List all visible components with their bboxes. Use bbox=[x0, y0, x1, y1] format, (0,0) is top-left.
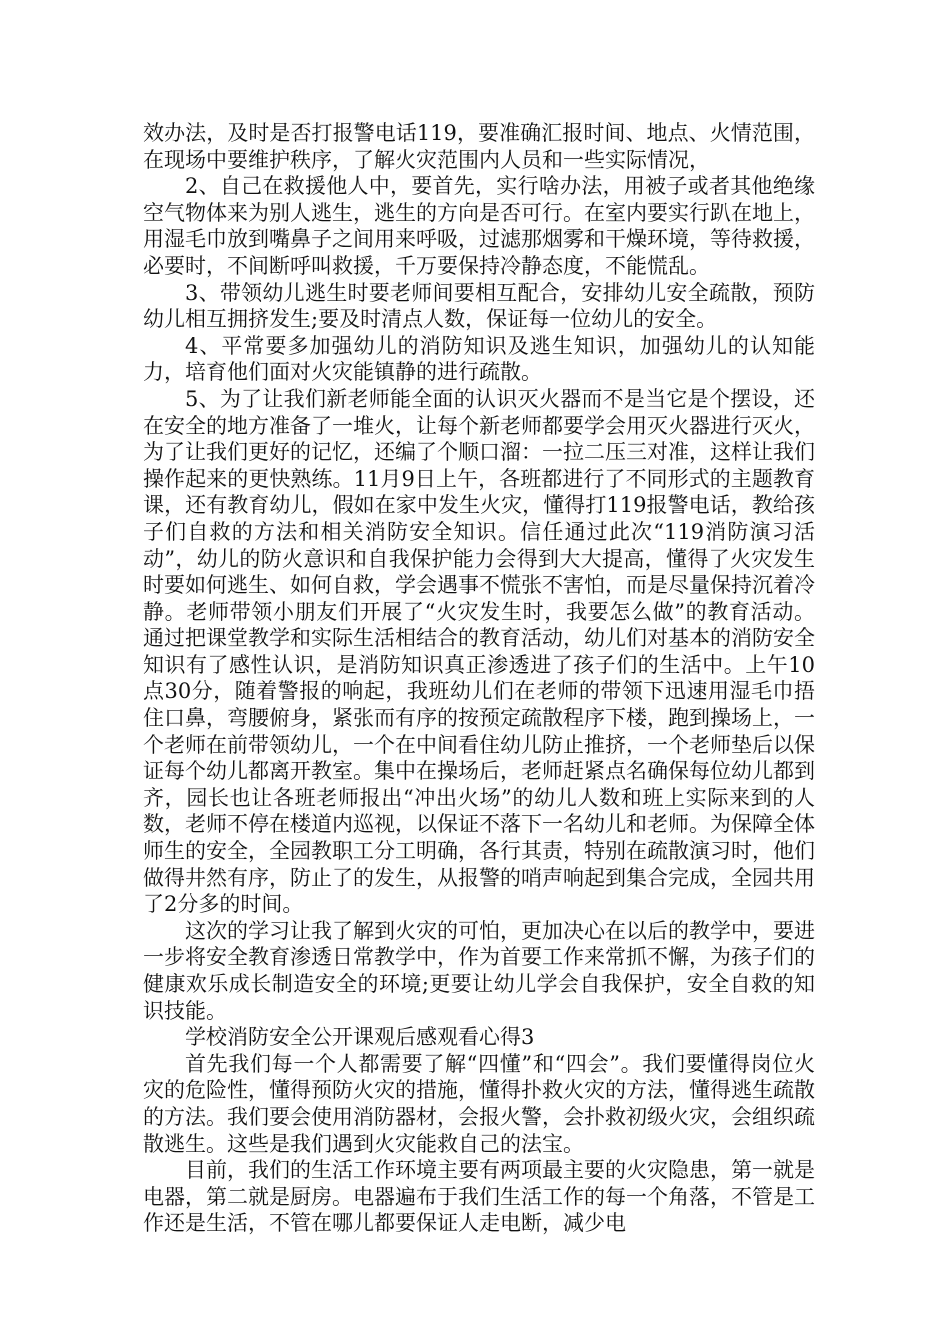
paragraph-2: 2、自己在救援他人中，要首先，实行啥办法，用被子或者其他绝缘空气物体来为别人逃生，逃生的方向是否可行。在室内要实行趴在地上，用湿毛巾放到嘴鼻子之间用来呼吸，过滤那烟雾和干燥环境，等待救援，必要时，不间断呼叫救援，千万要保持冷静态度，不能慌乱。 bbox=[143, 174, 815, 278]
document-page bbox=[143, 120, 815, 1237]
paragraph-6: 这次的学习让我了解到火灾的可怕，更加决心在以后的教学中，要进一步将安全教育渗透日常教学中，作为首要工作来常抓不懈，为孩子们的健康欢乐成长制造安全的环境;更要让幼儿学会自我保护，安全自救的知识技能。 bbox=[143, 918, 815, 1023]
paragraph-1: 效办法，及时是否打报警电话119，要准确汇报时间、地点、火情范围，在现场中要维护秩序，了解火灾范围内人员和一些实际情况， bbox=[143, 121, 815, 172]
paragraph-4: 4、平常要多加强幼儿的消防知识及逃生知识，加强幼儿的认知能力，培育他们面对火灾能镇静的进行疏散。 bbox=[143, 333, 815, 385]
paragraph-8: 目前，我们的生活工作环境主要有两项最主要的火灾隐患，第一就是电器，第二就是厨房。电器遍布于我们生活工作的每一个角落，不管是工作还是生活，不管在哪儿都要保证人走电断，减少电 bbox=[143, 1158, 815, 1236]
paragraph-3: 3、带领幼儿逃生时要老师间要相互配合，安排幼儿安全疏散，预防幼儿相互拥挤发生;要及时清点人数，保证每一位幼儿的安全。 bbox=[143, 280, 815, 332]
paragraph-7: 首先我们每一个人都需要了解“四懂”和“四会”。我们要懂得岗位火灾的危险性，懂得预防火灾的措施，懂得扑救火灾的方法，懂得逃生疏散的方法。我们要会使用消防器材，会报火警，会扑救初级火灾，会组织疏散逃生。这些是我们遇到火灾能救自己的法宝。 bbox=[143, 1051, 815, 1156]
paragraph-5: 5、为了让我们新老师能全面的认识灭火器而不是当它是个摆设，还在安全的地方准备了一堆火，让每个新老师都要学会用灭火器进行灭火，为了让我们更好的记忆，还编了个顺口溜：一拉二压三对准，这样让我们操作起来的更快熟练。11月9日上午，各班都进行了不同形式的主题教育课，还有教育幼儿，假如在家中发生火灾，懂得打119报警电话，教给孩子们自救的方法和相关消防安全知识。信任通过此次“119消防演习活动”，幼儿的防火意识和自我保护能力会得到大大提高，懂得了火灾发生时要如何逃生、如何自救，学会遇事不慌张不害怕，而是尽量保持沉着冷静。老师带领小朋友们开展了“火灾发生时，我要怎么做”的教育活动。通过把课堂教学和实际生活相结合的教育活动，幼儿们对基本的消防安全知识有了感性认识，是消防知识真正渗透进了孩子们的生活中。上午10点30分，随着警报的响起，我班幼儿们在老师的带领下迅速用湿毛巾捂住口鼻，弯腰俯身，紧张而有序的按预定疏散程序下楼，跑到操场上，一个老师在前带领幼儿，一个在中间看住幼儿防止推挤，一个老师垫后以保证每个幼儿都离开教室。集中在操场后，老师赶紧点名确保每位幼儿都到齐，园长也让各班老师报出“冲出火场”的幼儿人数和班上实际来到的人数，老师不停在楼道内巡视，以保证不落下一名幼儿和老师。为保障全体师生的安全，全园教职工分工明确，各行其责，特别在疏散演习时，他们做得井然有序，防止了的发生，从报警的哨声响起到集合完成，全园共用了2分多的时间。 bbox=[143, 386, 815, 917]
section-heading: 学校消防安全公开课观后感观看心得3 bbox=[185, 1025, 535, 1050]
